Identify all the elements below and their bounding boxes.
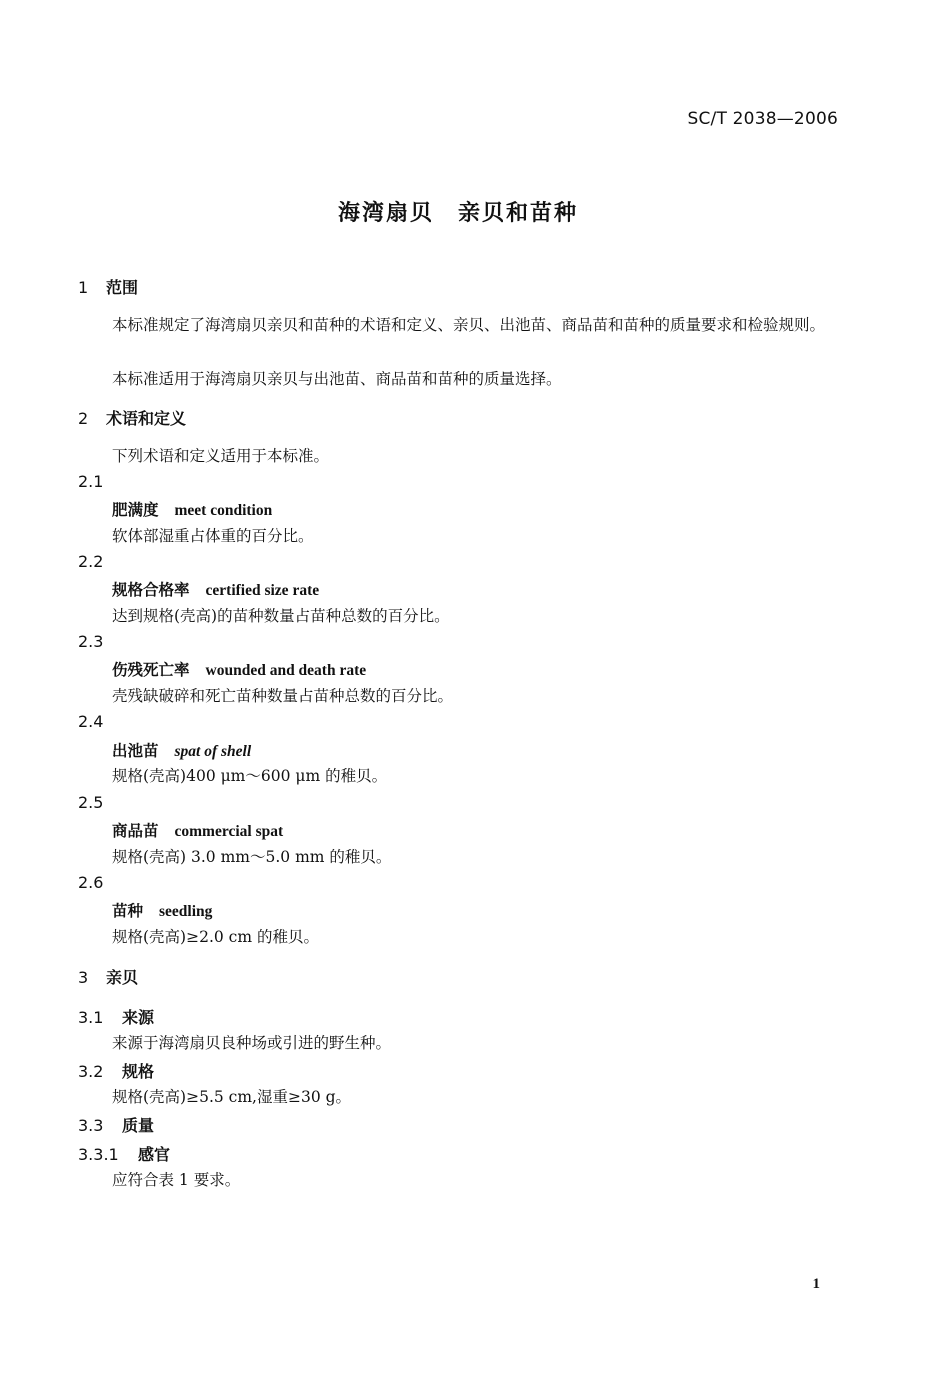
- paragraph: 下列术语和定义适用于本标准。: [112, 447, 330, 465]
- section-2-heading: [78, 406, 186, 429]
- term-entry: [112, 658, 366, 680]
- subsection-number: 3.3: [78, 1116, 104, 1135]
- term-entry: [112, 498, 272, 520]
- subsection-number: 3.1: [78, 1008, 104, 1027]
- term-en: spat of shell: [174, 743, 252, 760]
- term-en: certified size rate: [205, 582, 320, 599]
- term-en: meet condition: [174, 502, 273, 519]
- term-zh: 规格合格率: [112, 581, 190, 599]
- section-title: 亲贝: [106, 968, 139, 987]
- term-number: 2.5: [78, 793, 104, 812]
- term-en: seedling: [159, 903, 213, 920]
- paragraph: 应符合表 1 要求。: [112, 1171, 241, 1189]
- term-definition: 软体部湿重占体重的百分比。: [112, 527, 314, 545]
- term-number: 2.1: [78, 472, 104, 491]
- term-entry: [112, 739, 251, 761]
- term-number: 2.6: [78, 873, 104, 892]
- subsection-number: 3.2: [78, 1062, 104, 1081]
- term-zh: 苗种: [112, 902, 144, 920]
- term-number: 2.2: [78, 552, 104, 571]
- term-definition: 壳残缺破碎和死亡苗种数量占苗种总数的百分比。: [112, 687, 454, 705]
- subsection-title: 感官: [138, 1145, 171, 1164]
- section-number: 2: [78, 409, 89, 428]
- term-zh: 肥满度: [112, 501, 159, 519]
- term-number: 2.3: [78, 632, 104, 651]
- section-title: 范围: [106, 278, 139, 297]
- subsection-3-3-heading: [78, 1113, 154, 1136]
- term-entry: [112, 819, 283, 841]
- subsection-title: 质量: [122, 1116, 155, 1135]
- term-entry: [112, 899, 212, 921]
- term-definition: 达到规格(壳高)的苗种数量占苗种总数的百分比。: [112, 607, 450, 625]
- subsection-3-2-heading: [78, 1059, 154, 1082]
- paragraph: 本标准适用于海湾扇贝亲贝与出池苗、商品苗和苗种的质量选择。: [112, 370, 562, 388]
- paragraph: 规格(壳高)≥5.5 cm,湿重≥30 g。: [112, 1088, 352, 1106]
- term-en: commercial spat: [174, 823, 284, 840]
- section-number: 3: [78, 968, 89, 987]
- section-title: 术语和定义: [106, 409, 187, 428]
- term-zh: 伤残死亡率: [112, 661, 190, 679]
- subsection-title: 规格: [122, 1062, 155, 1081]
- paragraph: 本标准规定了海湾扇贝亲贝和苗种的术语和定义、亲贝、出池苗、商品苗和苗种的质量要求和检验规则。: [112, 316, 826, 334]
- term-definition: 规格(壳高) 3.0 mm～5.0 mm 的稚贝。: [112, 848, 392, 866]
- standard-number: SC/T 2038—2006: [687, 109, 838, 129]
- section-1-heading: [78, 275, 138, 298]
- subsection-3-3-1-heading: [78, 1142, 170, 1165]
- term-definition: 规格(壳高)≥2.0 cm 的稚贝。: [112, 928, 319, 946]
- section-number: 1: [78, 278, 89, 297]
- term-en: wounded and death rate: [205, 662, 367, 679]
- page-number: 1: [812, 1276, 820, 1292]
- subsection-number: 3.3.1: [78, 1145, 119, 1164]
- term-number: 2.4: [78, 712, 104, 731]
- subsection-title: 来源: [122, 1008, 155, 1027]
- paragraph: 来源于海湾扇贝良种场或引进的野生种。: [112, 1034, 392, 1052]
- term-zh: 出池苗: [112, 742, 159, 760]
- term-entry: [112, 578, 319, 600]
- section-3-heading: [78, 965, 138, 988]
- term-zh: 商品苗: [112, 822, 159, 840]
- subsection-3-1-heading: [78, 1005, 154, 1028]
- term-definition: 规格(壳高)400 μm～600 μm 的稚贝。: [112, 767, 388, 785]
- document-title: 海湾扇贝 亲贝和苗种: [337, 201, 578, 226]
